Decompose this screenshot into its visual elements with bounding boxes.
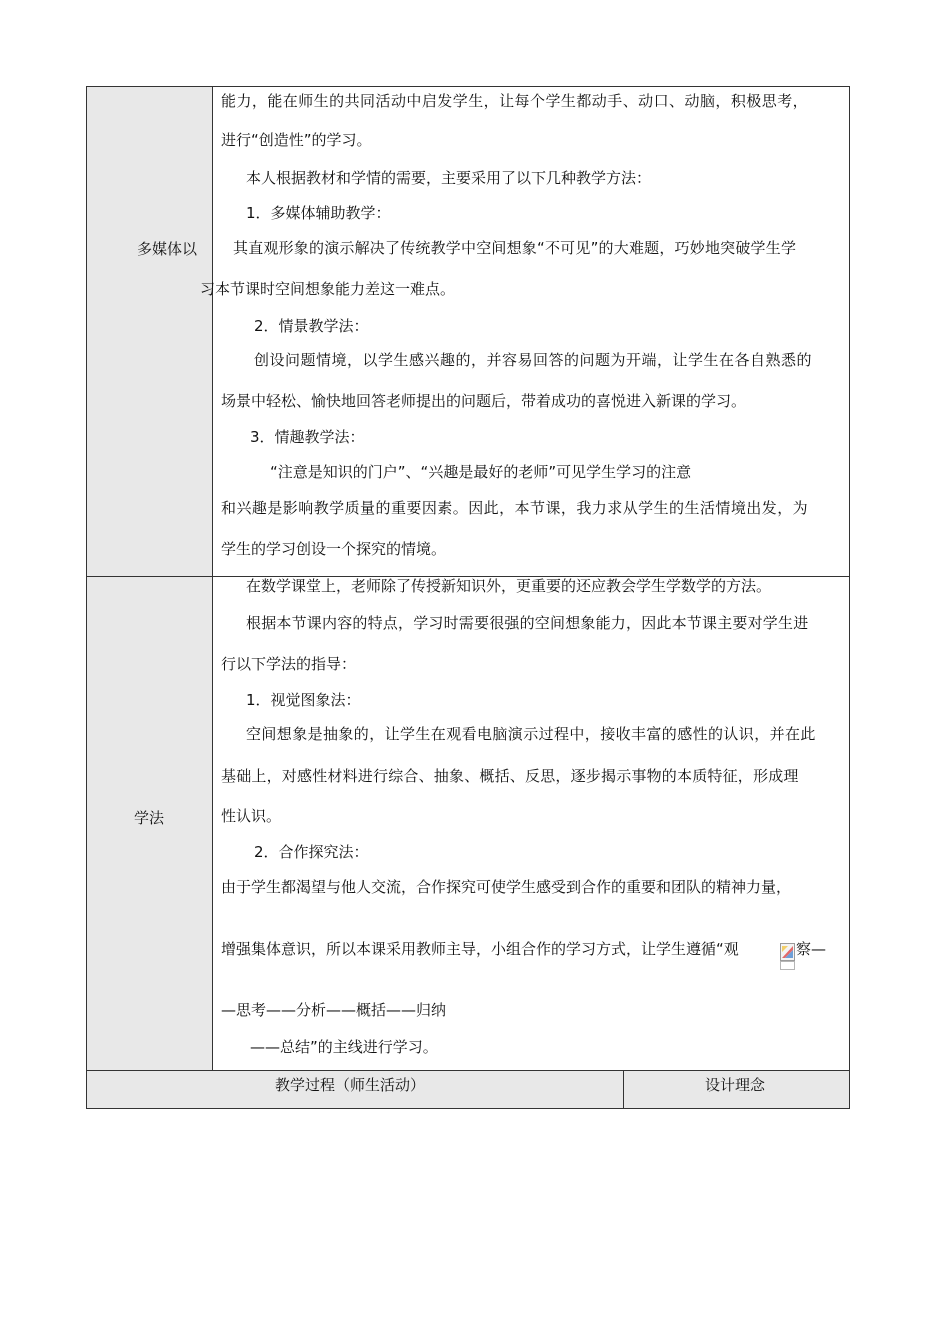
text-line: 在数学课堂上，老师除了传授新知识外，更重要的还应教会学生学数学的方法。	[246, 577, 772, 595]
text-line: 场景中轻松、愉快地回答老师提出的问题后，带着成功的喜悦进入新课的学习。	[221, 392, 747, 410]
text-line: 能力，能在师生的共同活动中启发学生，让每个学生都动手、动口、动脑，积极思考，	[221, 92, 809, 110]
broken-image-icon	[780, 943, 795, 970]
text-line: ——总结”的主线进行学习。	[250, 1038, 438, 1056]
text-line: 和兴趣是影响教学质量的重要因素。因此，本节课，我力求从学生的生活情境出发，为	[221, 499, 809, 517]
text-line: 由于学生都渴望与他人交流，合作探究可使学生感受到合作的重要和团队的精神力量，	[221, 878, 792, 896]
design-concept-header: 设计理念	[705, 1076, 766, 1094]
text-line: 进行“创造性”的学习。	[221, 131, 372, 149]
text-line: 基础上，对感性材料进行综合、抽象、概括、反思，逐步揭示事物的本质特征，形成理	[221, 767, 799, 785]
row-label-multimedia: 多媒体以	[137, 240, 198, 258]
text-line: 空间想象是抽象的，让学生在观看电脑演示过程中，接收丰富的感性的认识，并在此	[246, 725, 816, 743]
text-line: 行以下学法的指导：	[221, 655, 357, 673]
text-line: 增强集体意识，所以本课采用教师主导，小组合作的学习方式，让学生遵循“观	[221, 940, 739, 958]
text-line: 1．多媒体辅助教学：	[246, 204, 391, 222]
text-line: 2．情景教学法：	[254, 317, 369, 335]
row-label-study-method: 学法	[134, 809, 165, 827]
text-line: 习本节课时空间想象能力差这一难点。	[200, 280, 456, 298]
text-line: 察—	[796, 940, 827, 958]
row-content-cell	[212, 576, 850, 1071]
text-line: “注意是知识的门户”、“兴趣是最好的老师”可见学生学习的注意	[270, 463, 692, 481]
text-line: 1．视觉图象法：	[246, 691, 361, 709]
text-line: 3．情趣教学法：	[250, 428, 365, 446]
text-line: 其直观形象的演示解决了传统教学中空间想象“不可见”的大难题，巧妙地突破学生学	[233, 239, 797, 257]
text-line: —思考——分析——概括——归纳	[221, 1001, 447, 1019]
text-line: 学生的学习创设一个探究的情境。	[221, 540, 447, 558]
text-line: 根据本节课内容的特点，学习时需要很强的空间想象能力，因此本节课主要对学生进	[246, 614, 809, 632]
text-line: 本人根据教材和学情的需要，主要采用了以下几种教学方法：	[246, 169, 652, 187]
text-line: 2．合作探究法：	[254, 843, 369, 861]
row-label-cell	[86, 86, 213, 577]
teaching-process-header: 教学过程（师生活动）	[275, 1076, 426, 1094]
text-line: 创设问题情境，以学生感兴趣的，并容易回答的问题为开端，让学生在各自熟悉的	[254, 351, 813, 369]
text-line: 性认识。	[221, 807, 282, 825]
